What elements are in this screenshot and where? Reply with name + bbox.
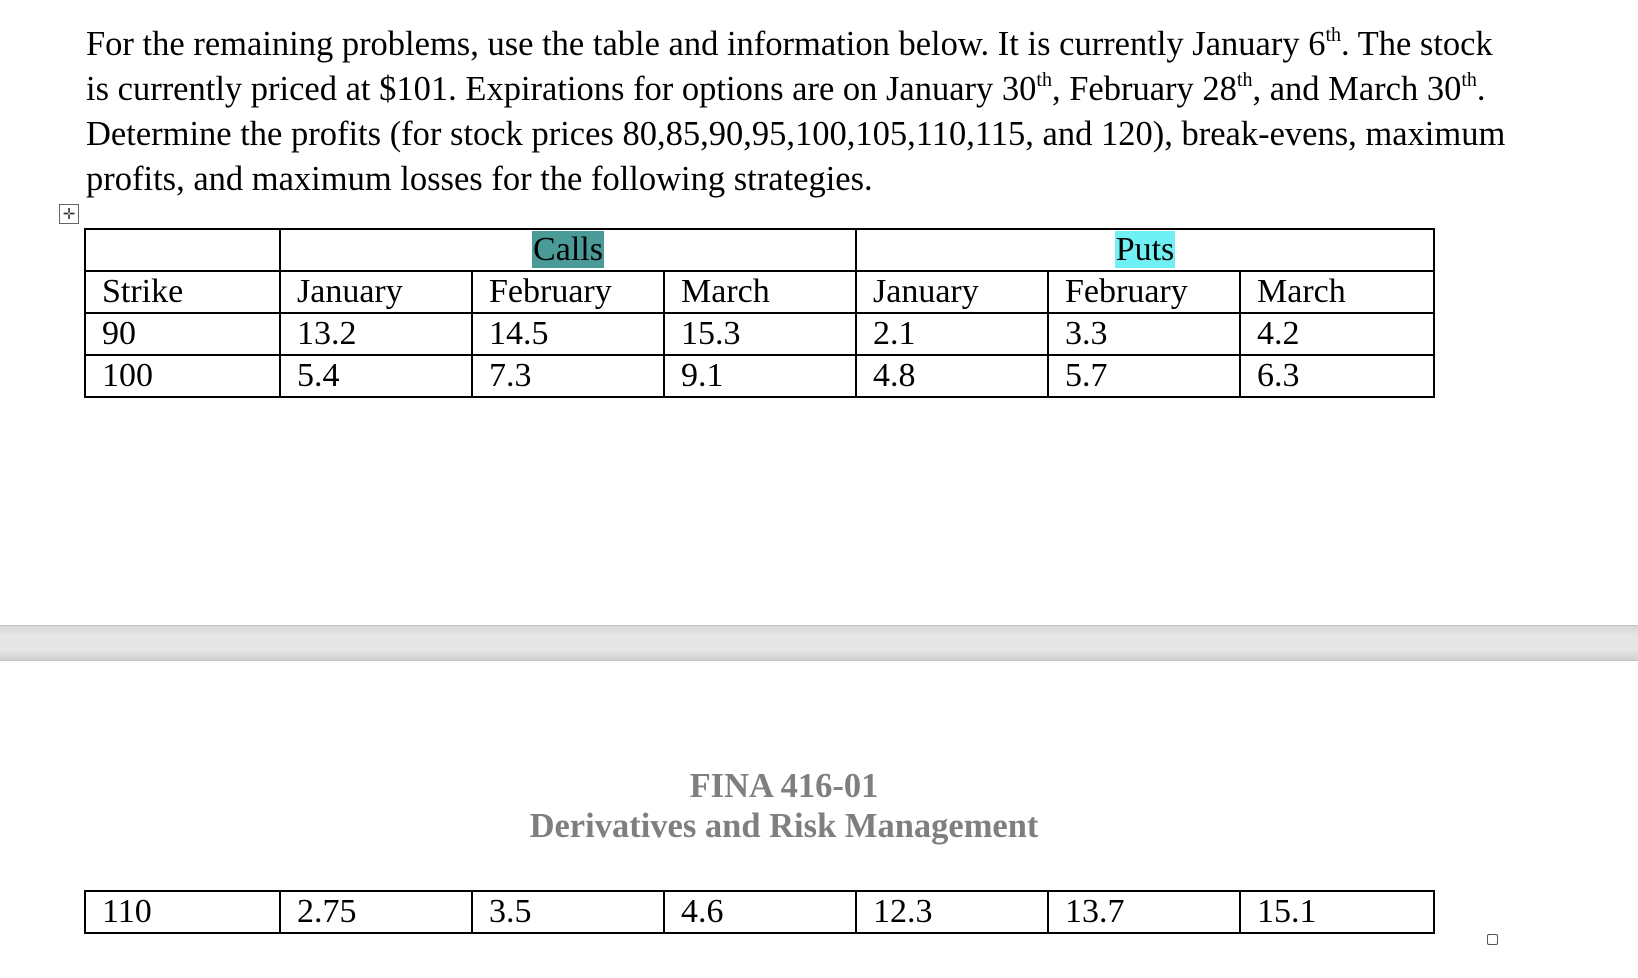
table-cell: 7.3 bbox=[472, 355, 664, 397]
options-price-table-continued bbox=[84, 890, 1435, 934]
calls-label: Calls bbox=[533, 231, 603, 268]
page-header bbox=[0, 766, 1568, 846]
column-header: January bbox=[856, 271, 1048, 313]
table-row bbox=[85, 891, 1434, 933]
column-header: March bbox=[1240, 271, 1434, 313]
table-cell: 3.3 bbox=[1048, 313, 1240, 355]
table-cell: 3.5 bbox=[472, 891, 664, 933]
column-header: Strike bbox=[85, 271, 280, 313]
table-row bbox=[85, 355, 1434, 397]
table-resize-handle[interactable] bbox=[1487, 934, 1498, 945]
table-cell: 4.8 bbox=[856, 355, 1048, 397]
puts-label: Puts bbox=[1115, 231, 1175, 268]
table-cell: 110 bbox=[85, 891, 280, 933]
table-cell: 5.4 bbox=[280, 355, 472, 397]
column-header: February bbox=[1048, 271, 1240, 313]
column-header-row bbox=[85, 271, 1434, 313]
column-header: March bbox=[664, 271, 856, 313]
calls-group-header bbox=[280, 229, 856, 271]
column-header: February bbox=[472, 271, 664, 313]
table-cell: 15.1 bbox=[1240, 891, 1434, 933]
table-cell: 6.3 bbox=[1240, 355, 1434, 397]
table-cell: 5.7 bbox=[1048, 355, 1240, 397]
table-cell: 4.6 bbox=[664, 891, 856, 933]
corner-cell bbox=[85, 229, 280, 271]
options-price-table bbox=[84, 228, 1435, 398]
table-cell: 2.1 bbox=[856, 313, 1048, 355]
table-cell: 100 bbox=[85, 355, 280, 397]
course-title: Derivatives and Risk Management bbox=[529, 807, 1039, 845]
table-cell: 2.75 bbox=[280, 891, 472, 933]
table-cell: 9.1 bbox=[664, 355, 856, 397]
table-cell: 13.7 bbox=[1048, 891, 1240, 933]
table-cell: 4.2 bbox=[1240, 313, 1434, 355]
page-break-gap bbox=[0, 625, 1638, 661]
intro-paragraph: For the remaining problems, use the table and information below. It is currently January 6th. The stock is currently priced at $101. Expirations for options are on January 30th, February 28th, and March 30th. Determine the profits (for stock prices 80,85,90,95,100,105,110,115, and 120), break-evens, maximum profits, and maximum losses for the following strategies. bbox=[86, 24, 1506, 198]
table-cell: 14.5 bbox=[472, 313, 664, 355]
course-code: FINA 416-01 bbox=[689, 767, 879, 805]
group-header-row bbox=[85, 229, 1434, 271]
puts-group-header bbox=[856, 229, 1434, 271]
table-move-handle-icon[interactable]: ✛ bbox=[59, 204, 79, 224]
table-cell: 12.3 bbox=[856, 891, 1048, 933]
table-cell: 15.3 bbox=[664, 313, 856, 355]
table-cell: 90 bbox=[85, 313, 280, 355]
table-cell: 13.2 bbox=[280, 313, 472, 355]
column-header: January bbox=[280, 271, 472, 313]
table-row bbox=[85, 313, 1434, 355]
